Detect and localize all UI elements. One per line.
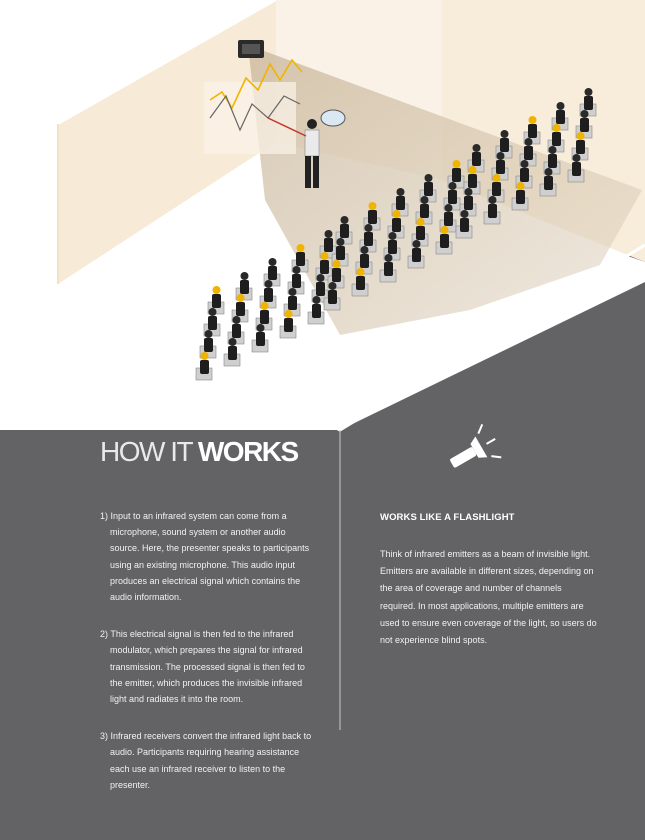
emitter-icon (238, 40, 264, 58)
step-item: 2) This electrical signal is then fed to the infrared modulator, which prepares the signal for infrared transmission. The processed signal is then fed to the emitter, which produces the invisible infrared light and radiates it into the room. (100, 629, 305, 705)
title-bold: WORKS (197, 436, 298, 467)
step-item: 3) Infrared receivers convert the infrared light back to audio. Participants requiring hearing assistance each use an infrared receiver to listen to the presenter. (100, 731, 312, 790)
flashlight-body: Think of infrared emitters as a beam of invisible light. Emitters are available in different sizes, depending on the area of coverage and number of channels required. In most applications, multiple emitters are used to ensure even coverage of the light, so users do not experience blind spots. (380, 549, 597, 646)
flashlight-heading: WORKS LIKE A FLASHLIGHT (380, 512, 515, 523)
steps-list (100, 508, 312, 814)
page-title (100, 436, 298, 468)
step-item: 1) Input to an infrared system can come from a microphone, sound system or another audio source. Here, the presenter speaks to participants using an existing microphone. This audio input produces an electrical signal which contains the audio information. (100, 511, 310, 603)
title-light: HOW IT (100, 436, 198, 467)
